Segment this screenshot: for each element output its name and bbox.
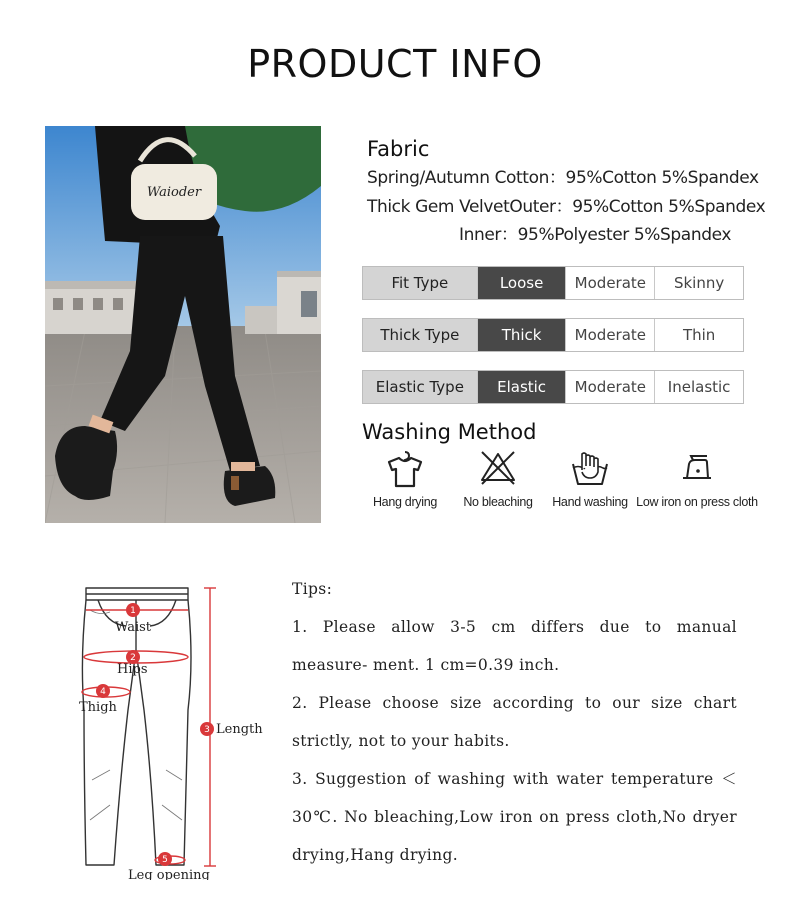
label-thigh: Thigh bbox=[79, 700, 117, 715]
tip-2: 2. Please choose size according to our size chart strictly, not to your habits. bbox=[292, 694, 737, 750]
tip-1: 1. Please allow 3-5 cm differs due to manual measure- ment. 1 cm=0.39 inch. bbox=[292, 618, 737, 674]
thick-type-label: Thick Type bbox=[363, 319, 477, 351]
hang-drying-icon bbox=[385, 448, 425, 488]
low-iron-icon bbox=[677, 448, 717, 488]
elastic-type-row bbox=[362, 370, 744, 404]
thick-option-thick: Thick bbox=[477, 319, 566, 351]
bag-logo: Waioder bbox=[146, 185, 202, 200]
thick-option-thin: Thin bbox=[654, 319, 743, 351]
measurement-diagram bbox=[70, 580, 270, 880]
label-length: Length bbox=[216, 722, 263, 737]
fabric-line-thick: Thick Gem VelvetOuter：95%Cotton 5%Spandex bbox=[367, 196, 766, 217]
fit-option-skinny: Skinny bbox=[654, 267, 743, 299]
wash-label-hang-drying: Hang drying bbox=[372, 495, 438, 509]
wash-item-hand-washing bbox=[549, 448, 631, 509]
elastic-option-moderate: Moderate bbox=[565, 371, 654, 403]
wash-item-hang-drying bbox=[365, 448, 445, 509]
wash-label-hand-washing: Hand washing bbox=[552, 495, 628, 509]
wash-item-low-iron bbox=[634, 448, 760, 509]
marker-1-num: 1 bbox=[130, 606, 136, 616]
hand-washing-icon bbox=[570, 448, 610, 488]
marker-4-num: 4 bbox=[100, 687, 106, 697]
tips-heading: Tips: bbox=[292, 580, 333, 598]
wash-label-no-bleaching: No bleaching bbox=[463, 495, 533, 509]
label-hips: Hips bbox=[117, 662, 148, 677]
fabric-line-inner: Inner：95%Polyester 5%Spandex bbox=[459, 225, 732, 245]
fabric-heading: Fabric bbox=[367, 137, 430, 161]
fit-option-moderate: Moderate bbox=[565, 267, 654, 299]
fabric-info bbox=[367, 137, 787, 250]
no-bleaching-icon bbox=[478, 448, 518, 488]
washing-method-heading: Washing Method bbox=[362, 420, 537, 444]
elastic-option-inelastic: Inelastic bbox=[654, 371, 743, 403]
tips-section bbox=[292, 574, 737, 874]
page-title: PRODUCT INFO bbox=[247, 42, 543, 86]
tip-3: 3. Suggestion of washing with water temperature ＜ 30℃. No bleaching,Low iron on press cloth,No dryer drying,Hang drying. bbox=[292, 770, 737, 864]
thick-type-row bbox=[362, 318, 744, 352]
wash-item-no-bleaching bbox=[458, 448, 538, 509]
marker-5-num: 5 bbox=[162, 855, 168, 865]
fit-type-label: Fit Type bbox=[363, 267, 477, 299]
pants-outline bbox=[70, 580, 270, 880]
wash-label-low-iron: Low iron on press cloth bbox=[636, 495, 758, 509]
fabric-line-spring: Spring/Autumn Cotton：95%Cotton 5%Spandex bbox=[367, 168, 759, 188]
thick-option-moderate: Moderate bbox=[565, 319, 654, 351]
label-leg-opening: Leg opening bbox=[128, 868, 210, 880]
marker-2-num: 2 bbox=[130, 653, 136, 663]
label-waist: Waist bbox=[115, 620, 152, 635]
fit-type-row bbox=[362, 266, 744, 300]
marker-3-num: 3 bbox=[204, 725, 210, 735]
elastic-type-label: Elastic Type bbox=[363, 371, 477, 403]
elastic-option-elastic: Elastic bbox=[477, 371, 566, 403]
fit-option-loose: Loose bbox=[477, 267, 566, 299]
product-photo bbox=[45, 126, 321, 523]
